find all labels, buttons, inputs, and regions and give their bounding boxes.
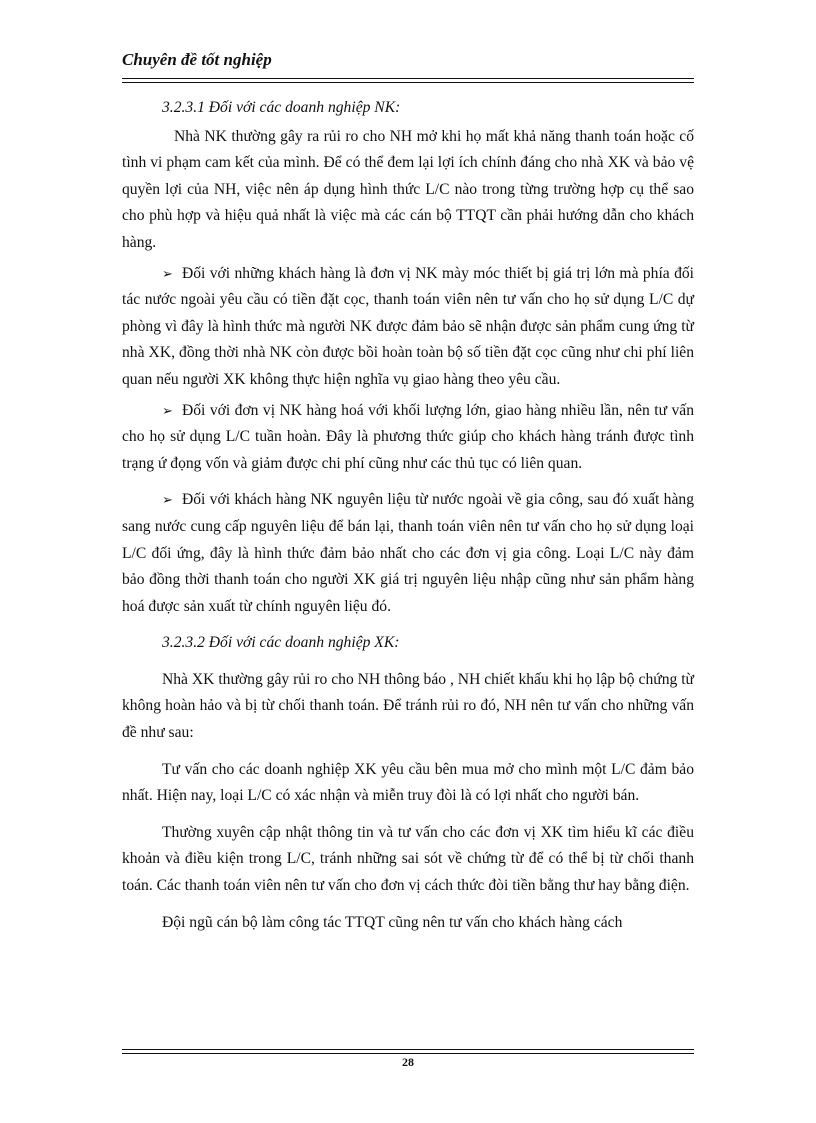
- bullet-text: Đối với đơn vị NK hàng hoá với khối lượng lớn, giao hàng nhiều lần, nên tư vấn cho họ sử dụng L/C tuần hoàn. Đây là phương thức giúp cho khách hàng tránh được tình trạng ứ đọng vốn và giảm được chi phí cũng như các thủ tục có liên quan.: [122, 401, 694, 472]
- header-title: Chuyên đề tốt nghiệp: [122, 50, 272, 69]
- bullet-item-3: [122, 487, 694, 620]
- header-rule-thin: [122, 82, 694, 83]
- section-heading-import: 3.2.3.1 Đối với các doanh nghiệp NK:: [162, 99, 401, 116]
- page-number: 28: [402, 1055, 414, 1069]
- paragraph-import-intro: Nhà NK thường gây ra rủi ro cho NH mở khi họ mất khả năng thanh toán hoặc cố tình vi phạm cam kết của mình. Để có thể đem lại lợi ích chính đáng cho nhà XK và bảo vệ quyền lợi của NH, việc nên áp dụng hình thức L/C nào trong từng trường hợp cụ thể sao cho phù hợp và hiệu quả nhất là việc mà các cán bộ TTQT cần phải hướng dẫn cho khách hàng.: [122, 127, 694, 251]
- paragraph-advice-update: Thường xuyên cập nhật thông tin và tư vấn cho các đơn vị XK tìm hiểu kĩ các điều khoản và điều kiện trong L/C, tránh những sai sót về chứng từ để có thể bị từ chối thanh toán. Các thanh toán viên nên tư vấn cho đơn vị cách thức đòi tiền bằng thư hay bằng điện.: [122, 823, 694, 895]
- paragraph-export-intro: Nhà XK thường gây rủi ro cho NH thông báo , NH chiết khấu khi họ lập bộ chứng từ không hoàn hảo và bị từ chối thanh toán. Để tránh rủi ro đó, NH nên tư vấn cho những vấn đề như sau:: [122, 670, 694, 742]
- paragraph-advice-staff: Đội ngũ cán bộ làm công tác TTQT cũng nên tư vấn cho khách hàng cách: [162, 913, 623, 931]
- bullet-text: Đối với khách hàng NK nguyên liệu từ nước ngoài về gia công, sau đó xuất hàng sang nước cung cấp nguyên liệu để bán lại, thanh toán viên nên tư vấn cho họ sử dụng loại L/C đối ứng, đây là hình thức đảm bảo nhất cho các đơn vị gia công. Loại L/C này đảm bảo đồng thời thanh toán cho người XK giá trị nguyên liệu nhập cũng như sản phẩm hàng hoá được sản xuất từ chính nguyên liệu đó.: [122, 491, 694, 615]
- footer-rule-thin: [122, 1053, 694, 1054]
- arrow-bullet-icon: ➢: [162, 265, 173, 281]
- header-rule-thick: [122, 78, 694, 79]
- arrow-bullet-icon: ➢: [162, 402, 173, 418]
- document-body: [122, 95, 694, 936]
- arrow-bullet-icon: ➢: [162, 492, 173, 508]
- bullet-item-2: [122, 398, 694, 478]
- section-heading-export: 3.2.3.2 Đối với các doanh nghiệp XK:: [162, 634, 400, 652]
- bullet-text: Đối với những khách hàng là đơn vị NK mày móc thiết bị giá trị lớn mà phía đối tác nước ngoài yêu cầu có tiền đặt cọc, thanh toán viên nên tư vấn cho họ sử dụng L/C dự phòng vì đây là hình thức mà người NK được đảm bảo sẽ nhận được sản phẩm cung ứng từ nhà XK, đồng thời nhà NK còn được bồi hoàn toàn bộ số tiền đặt cọc cũng như chi phí liên quan nếu người XK không thực hiện nghĩa vụ giao hàng theo yêu cầu.: [122, 264, 694, 388]
- bullet-item-1: [122, 261, 694, 394]
- paragraph-advice-lc: Tư vấn cho các doanh nghiệp XK yêu cầu bên mua mở cho mình một L/C đảm bảo nhất. Hiện nay, loại L/C có xác nhận và miễn truy đòi là có lợi nhất cho người bán.: [122, 760, 694, 805]
- footer-rule-thick: [122, 1049, 694, 1050]
